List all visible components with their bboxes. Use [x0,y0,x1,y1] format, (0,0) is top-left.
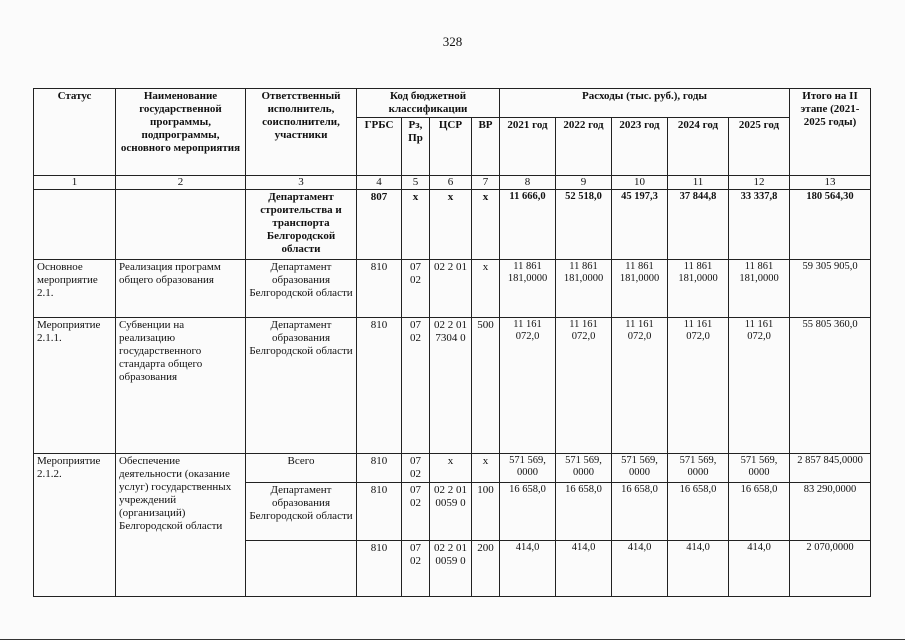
status-cell: Мероприятие 2.1.1. [34,318,116,454]
csr-cell: 02 2 01 0059 0 [430,483,472,541]
grbs-cell: 810 [357,541,402,597]
value-2023: 16 658,0 [612,483,668,541]
header-2025: 2025 год [729,118,790,176]
value-2024: 37 844,8 [668,190,729,260]
value-2022: 16 658,0 [556,483,612,541]
rzpr-cell: 07 02 [402,454,430,483]
page-number: 328 [442,34,463,49]
header-csr: ЦСР [430,118,472,176]
value-2021: 11 666,0 [500,190,556,260]
vr-cell: х [472,454,500,483]
vr-cell: 500 [472,318,500,454]
grbs-cell: 810 [357,318,402,454]
value-2023: 571 569, 0000 [612,454,668,483]
executor-cell: Всего [246,454,357,483]
header-budget-code: Код бюджетной классификации [357,89,500,118]
grbs-cell: 807 [357,190,402,260]
vr-cell: 200 [472,541,500,597]
header-2022: 2022 год [556,118,612,176]
value-2021: 11 161 072,0 [500,318,556,454]
col-number: 13 [790,176,871,190]
header-2023: 2023 год [612,118,668,176]
header-executor: Ответственный исполнитель, соисполнители, участники [246,89,357,176]
table-row [34,318,871,454]
vr-cell: х [472,260,500,318]
csr-cell: 02 2 01 0059 0 [430,541,472,597]
value-2022: 414,0 [556,541,612,597]
value-2022: 11 861 181,0000 [556,260,612,318]
name-cell [116,190,246,260]
header-name: Наименование государственной программы, подпрограммы, основного мероприятия [116,89,246,176]
header-total: Итого на II этапе (2021-2025 годы) [790,89,871,176]
total-cell: 83 290,0000 [790,483,871,541]
value-2021: 571 569, 0000 [500,454,556,483]
rzpr-cell: 07 02 [402,483,430,541]
status-cell: Основное мероприятие 2.1. [34,260,116,318]
value-2025: 414,0 [729,541,790,597]
col-number: 3 [246,176,357,190]
value-2025: 16 658,0 [729,483,790,541]
table-row [34,190,871,260]
header-rzpr: Рз, Пр [402,118,430,176]
col-number: 7 [472,176,500,190]
grbs-cell: 810 [357,483,402,541]
header-2024: 2024 год [668,118,729,176]
col-number: 9 [556,176,612,190]
table-row [34,260,871,318]
executor-cell [246,541,357,597]
total-cell: 180 564,30 [790,190,871,260]
grbs-cell: 810 [357,260,402,318]
col-number: 10 [612,176,668,190]
total-cell: 55 805 360,0 [790,318,871,454]
value-2025: 33 337,8 [729,190,790,260]
value-2022: 52 518,0 [556,190,612,260]
value-2023: 11 861 181,0000 [612,260,668,318]
budget-table [33,88,871,597]
value-2021: 414,0 [500,541,556,597]
col-number: 5 [402,176,430,190]
col-number: 4 [357,176,402,190]
value-2024: 11 861 181,0000 [668,260,729,318]
value-2023: 45 197,3 [612,190,668,260]
header-grbs: ГРБС [357,118,402,176]
col-number: 1 [34,176,116,190]
value-2021: 16 658,0 [500,483,556,541]
name-cell: Обеспечение деятельности (оказание услуг) государственных учреждений (организаций) Белгородской области [116,454,246,597]
col-number: 11 [668,176,729,190]
col-number: 8 [500,176,556,190]
status-cell: Мероприятие 2.1.2. [34,454,116,597]
value-2023: 414,0 [612,541,668,597]
header-vr: ВР [472,118,500,176]
value-2024: 571 569, 0000 [668,454,729,483]
value-2022: 571 569, 0000 [556,454,612,483]
table-row [34,454,871,483]
status-cell [34,190,116,260]
col-number: 12 [729,176,790,190]
name-cell: Реализация программ общего образования [116,260,246,318]
total-cell: 59 305 905,0 [790,260,871,318]
rzpr-cell: 07 02 [402,541,430,597]
value-2024: 16 658,0 [668,483,729,541]
csr-cell: х [430,454,472,483]
header-status: Статус [34,89,116,176]
csr-cell: х [430,190,472,260]
header-2021: 2021 год [500,118,556,176]
grbs-cell: 810 [357,454,402,483]
header-expenses: Расходы (тыс. руб.), годы [500,89,790,118]
total-cell: 2 857 845,0000 [790,454,871,483]
executor-cell: Департамент строительства и транспорта Белгородской области [246,190,357,260]
col-number: 2 [116,176,246,190]
executor-cell: Департамент образования Белгородской области [246,318,357,454]
csr-cell: 02 2 01 [430,260,472,318]
rzpr-cell: 07 02 [402,260,430,318]
vr-cell: 100 [472,483,500,541]
value-2024: 414,0 [668,541,729,597]
value-2022: 11 161 072,0 [556,318,612,454]
total-cell: 2 070,0000 [790,541,871,597]
csr-cell: 02 2 01 7304 0 [430,318,472,454]
value-2021: 11 861 181,0000 [500,260,556,318]
value-2025: 11 861 181,0000 [729,260,790,318]
rzpr-cell: х [402,190,430,260]
executor-cell: Департамент образования Белгородской области [246,483,357,541]
col-number: 6 [430,176,472,190]
name-cell: Субвенции на реализацию государственного стандарта общего образования [116,318,246,454]
value-2023: 11 161 072,0 [612,318,668,454]
executor-cell: Департамент образования Белгородской области [246,260,357,318]
value-2025: 11 161 072,0 [729,318,790,454]
value-2024: 11 161 072,0 [668,318,729,454]
vr-cell: х [472,190,500,260]
value-2025: 571 569, 0000 [729,454,790,483]
rzpr-cell: 07 02 [402,318,430,454]
